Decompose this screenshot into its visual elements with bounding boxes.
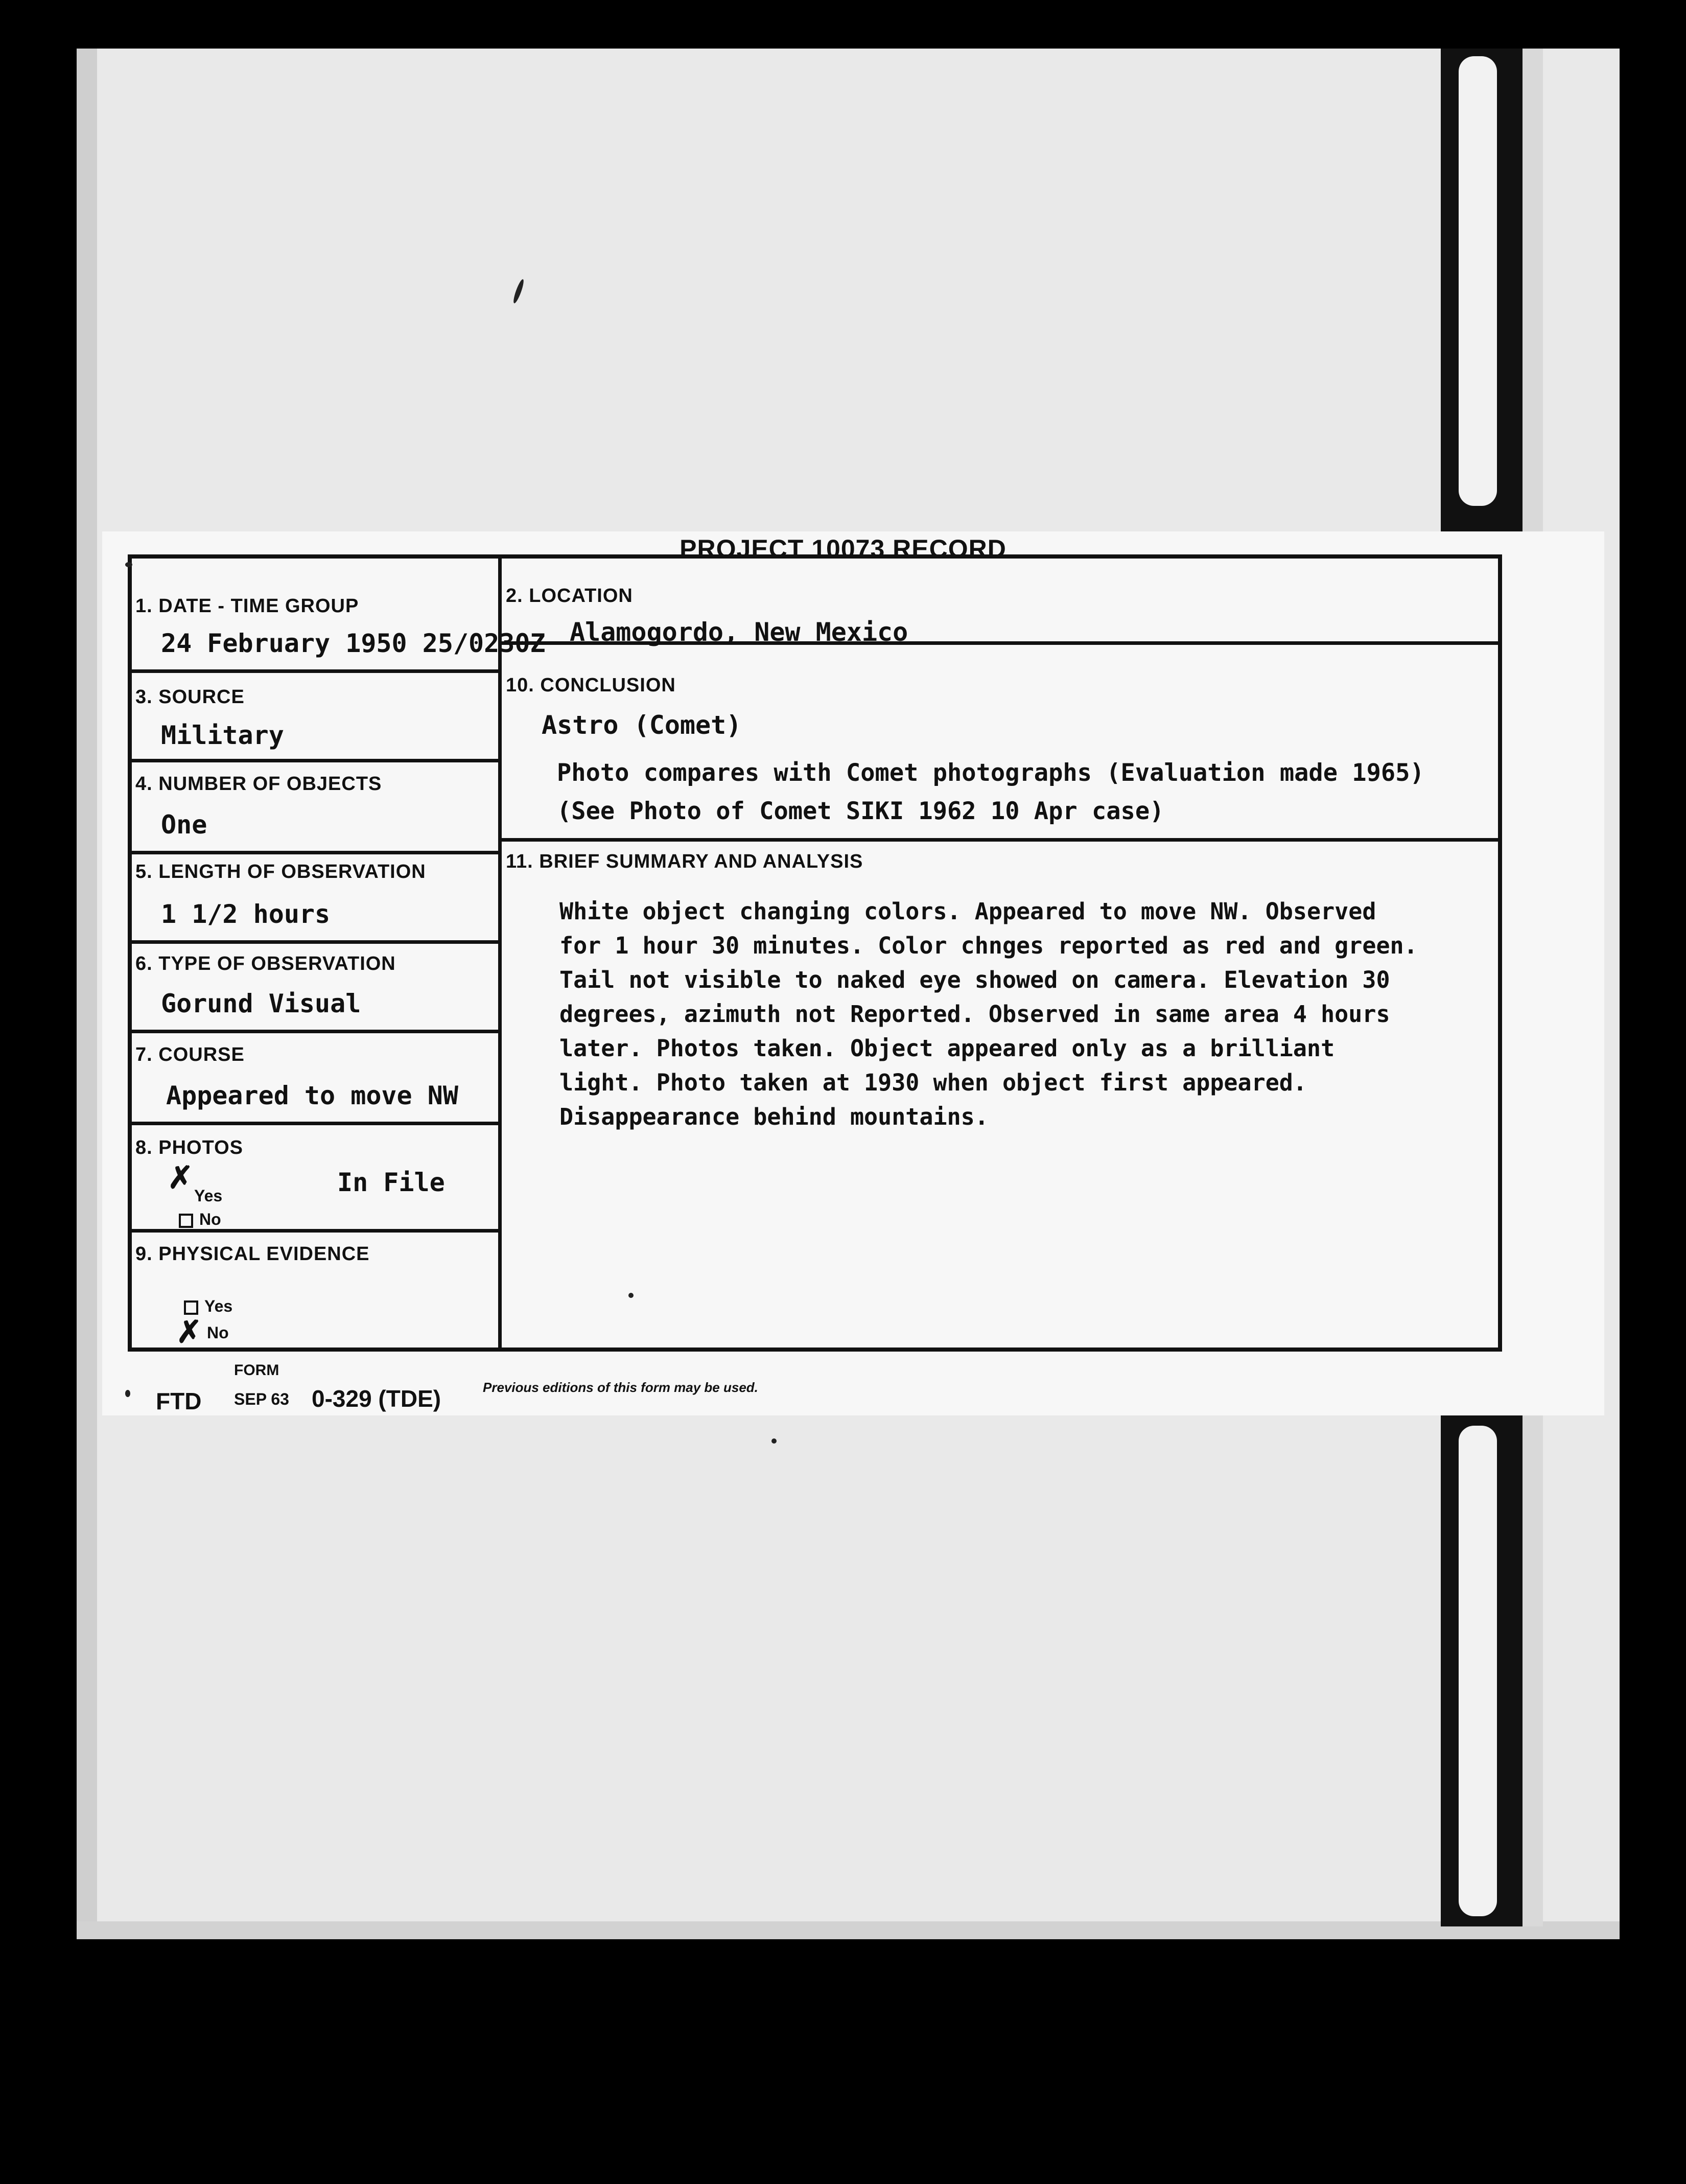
photos-label: 8. PHOTOS bbox=[135, 1137, 244, 1158]
summary-line: Disappearance behind mountains. bbox=[559, 1103, 989, 1130]
paper-edge-shadow bbox=[77, 49, 97, 1939]
date-time-label: 1. DATE - TIME GROUP bbox=[135, 595, 359, 617]
length-of-observation-label: 5. LENGTH OF OBSERVATION bbox=[135, 861, 426, 882]
photos-no-option: No bbox=[179, 1210, 221, 1229]
number-of-objects-value: One bbox=[161, 810, 207, 840]
record-title: PROJECT 10073 RECORD bbox=[680, 535, 1006, 563]
footer-note: Previous editions of this form may be used. bbox=[483, 1380, 758, 1395]
conclusion-value: Astro (Comet) bbox=[542, 710, 742, 740]
source-label: 3. SOURCE bbox=[135, 686, 245, 708]
row-divider-7 bbox=[128, 1229, 498, 1233]
conclusion-note-2: (See Photo of Comet SIKI 1962 10 Apr case) bbox=[557, 797, 1164, 825]
course-label: 7. COURSE bbox=[135, 1044, 245, 1065]
row-divider-2 bbox=[128, 759, 498, 762]
type-of-observation-label: 6. TYPE OF OBSERVATION bbox=[135, 953, 396, 974]
photos-no-checkbox bbox=[179, 1214, 193, 1228]
scan-artifact bbox=[125, 1390, 130, 1397]
paper-bottom-shadow bbox=[77, 1921, 1620, 1939]
type-of-observation-value: Gorund Visual bbox=[161, 989, 361, 1018]
footer-org: FTD bbox=[156, 1388, 202, 1414]
row-divider-6 bbox=[128, 1122, 498, 1125]
footer-form-code: 0-329 (TDE) bbox=[312, 1385, 441, 1412]
film-bar-bottom-inner bbox=[1459, 1426, 1497, 1916]
photos-yes-checked-mark: ✗ bbox=[168, 1160, 194, 1195]
row-divider-1 bbox=[128, 669, 498, 673]
summary-line: light. Photo taken at 1930 when object first appeared. bbox=[559, 1069, 1307, 1096]
conclusion-label: 10. CONCLUSION bbox=[506, 675, 676, 696]
photos-yes-option: Yes bbox=[194, 1187, 223, 1205]
physical-evidence-yes-option: Yes bbox=[184, 1297, 232, 1316]
physical-evidence-yes-checkbox bbox=[184, 1300, 198, 1315]
physical-evidence-label: 9. PHYSICAL EVIDENCE bbox=[135, 1243, 370, 1265]
location-label: 2. LOCATION bbox=[506, 585, 633, 607]
row-divider-3 bbox=[128, 851, 498, 854]
scan-artifact bbox=[771, 1438, 777, 1444]
conclusion-note-1: Photo compares with Comet photographs (Evaluation made 1965) bbox=[557, 759, 1424, 787]
number-of-objects-label: 4. NUMBER OF OBJECTS bbox=[135, 773, 382, 795]
row-divider-5 bbox=[128, 1030, 498, 1033]
film-bar-top-edge bbox=[1523, 49, 1543, 531]
row-divider-4 bbox=[128, 940, 498, 944]
length-of-observation-value: 1 1/2 hours bbox=[161, 899, 331, 929]
form-column-divider bbox=[498, 554, 502, 1352]
location-value: Alamogordo, New Mexico bbox=[570, 617, 908, 647]
film-bar-top-inner bbox=[1459, 56, 1497, 506]
row-divider-conclusion bbox=[498, 838, 1502, 842]
summary-line: Tail not visible to naked eye showed on camera. Elevation 30 bbox=[559, 966, 1390, 993]
physical-evidence-no-option: No bbox=[207, 1323, 229, 1342]
summary-line: later. Photos taken. Object appeared only as a brilliant bbox=[559, 1035, 1335, 1062]
physical-evidence-no-checked-mark: ✗ bbox=[176, 1315, 202, 1349]
summary-text bbox=[559, 894, 1494, 1134]
summary-line: for 1 hour 30 minutes. Color chnges reported as red and green. bbox=[559, 932, 1418, 959]
summary-line: White object changing colors. Appeared to move NW. Observed bbox=[559, 898, 1376, 925]
summary-line: degrees, azimuth not Reported. Observed in same area 4 hours bbox=[559, 1001, 1390, 1028]
scan-artifact bbox=[628, 1293, 634, 1298]
scan-artifact bbox=[125, 562, 132, 567]
date-time-value: 24 February 1950 25/0230Z bbox=[161, 629, 546, 658]
source-value: Military bbox=[161, 721, 284, 750]
footer-date: SEP 63 bbox=[234, 1390, 289, 1408]
course-value: Appeared to move NW bbox=[166, 1081, 458, 1110]
footer-form-label: FORM bbox=[234, 1362, 279, 1379]
summary-label: 11. BRIEF SUMMARY AND ANALYSIS bbox=[506, 851, 863, 872]
photos-note: In File bbox=[337, 1168, 445, 1197]
film-bar-bottom-edge bbox=[1523, 1415, 1543, 1926]
